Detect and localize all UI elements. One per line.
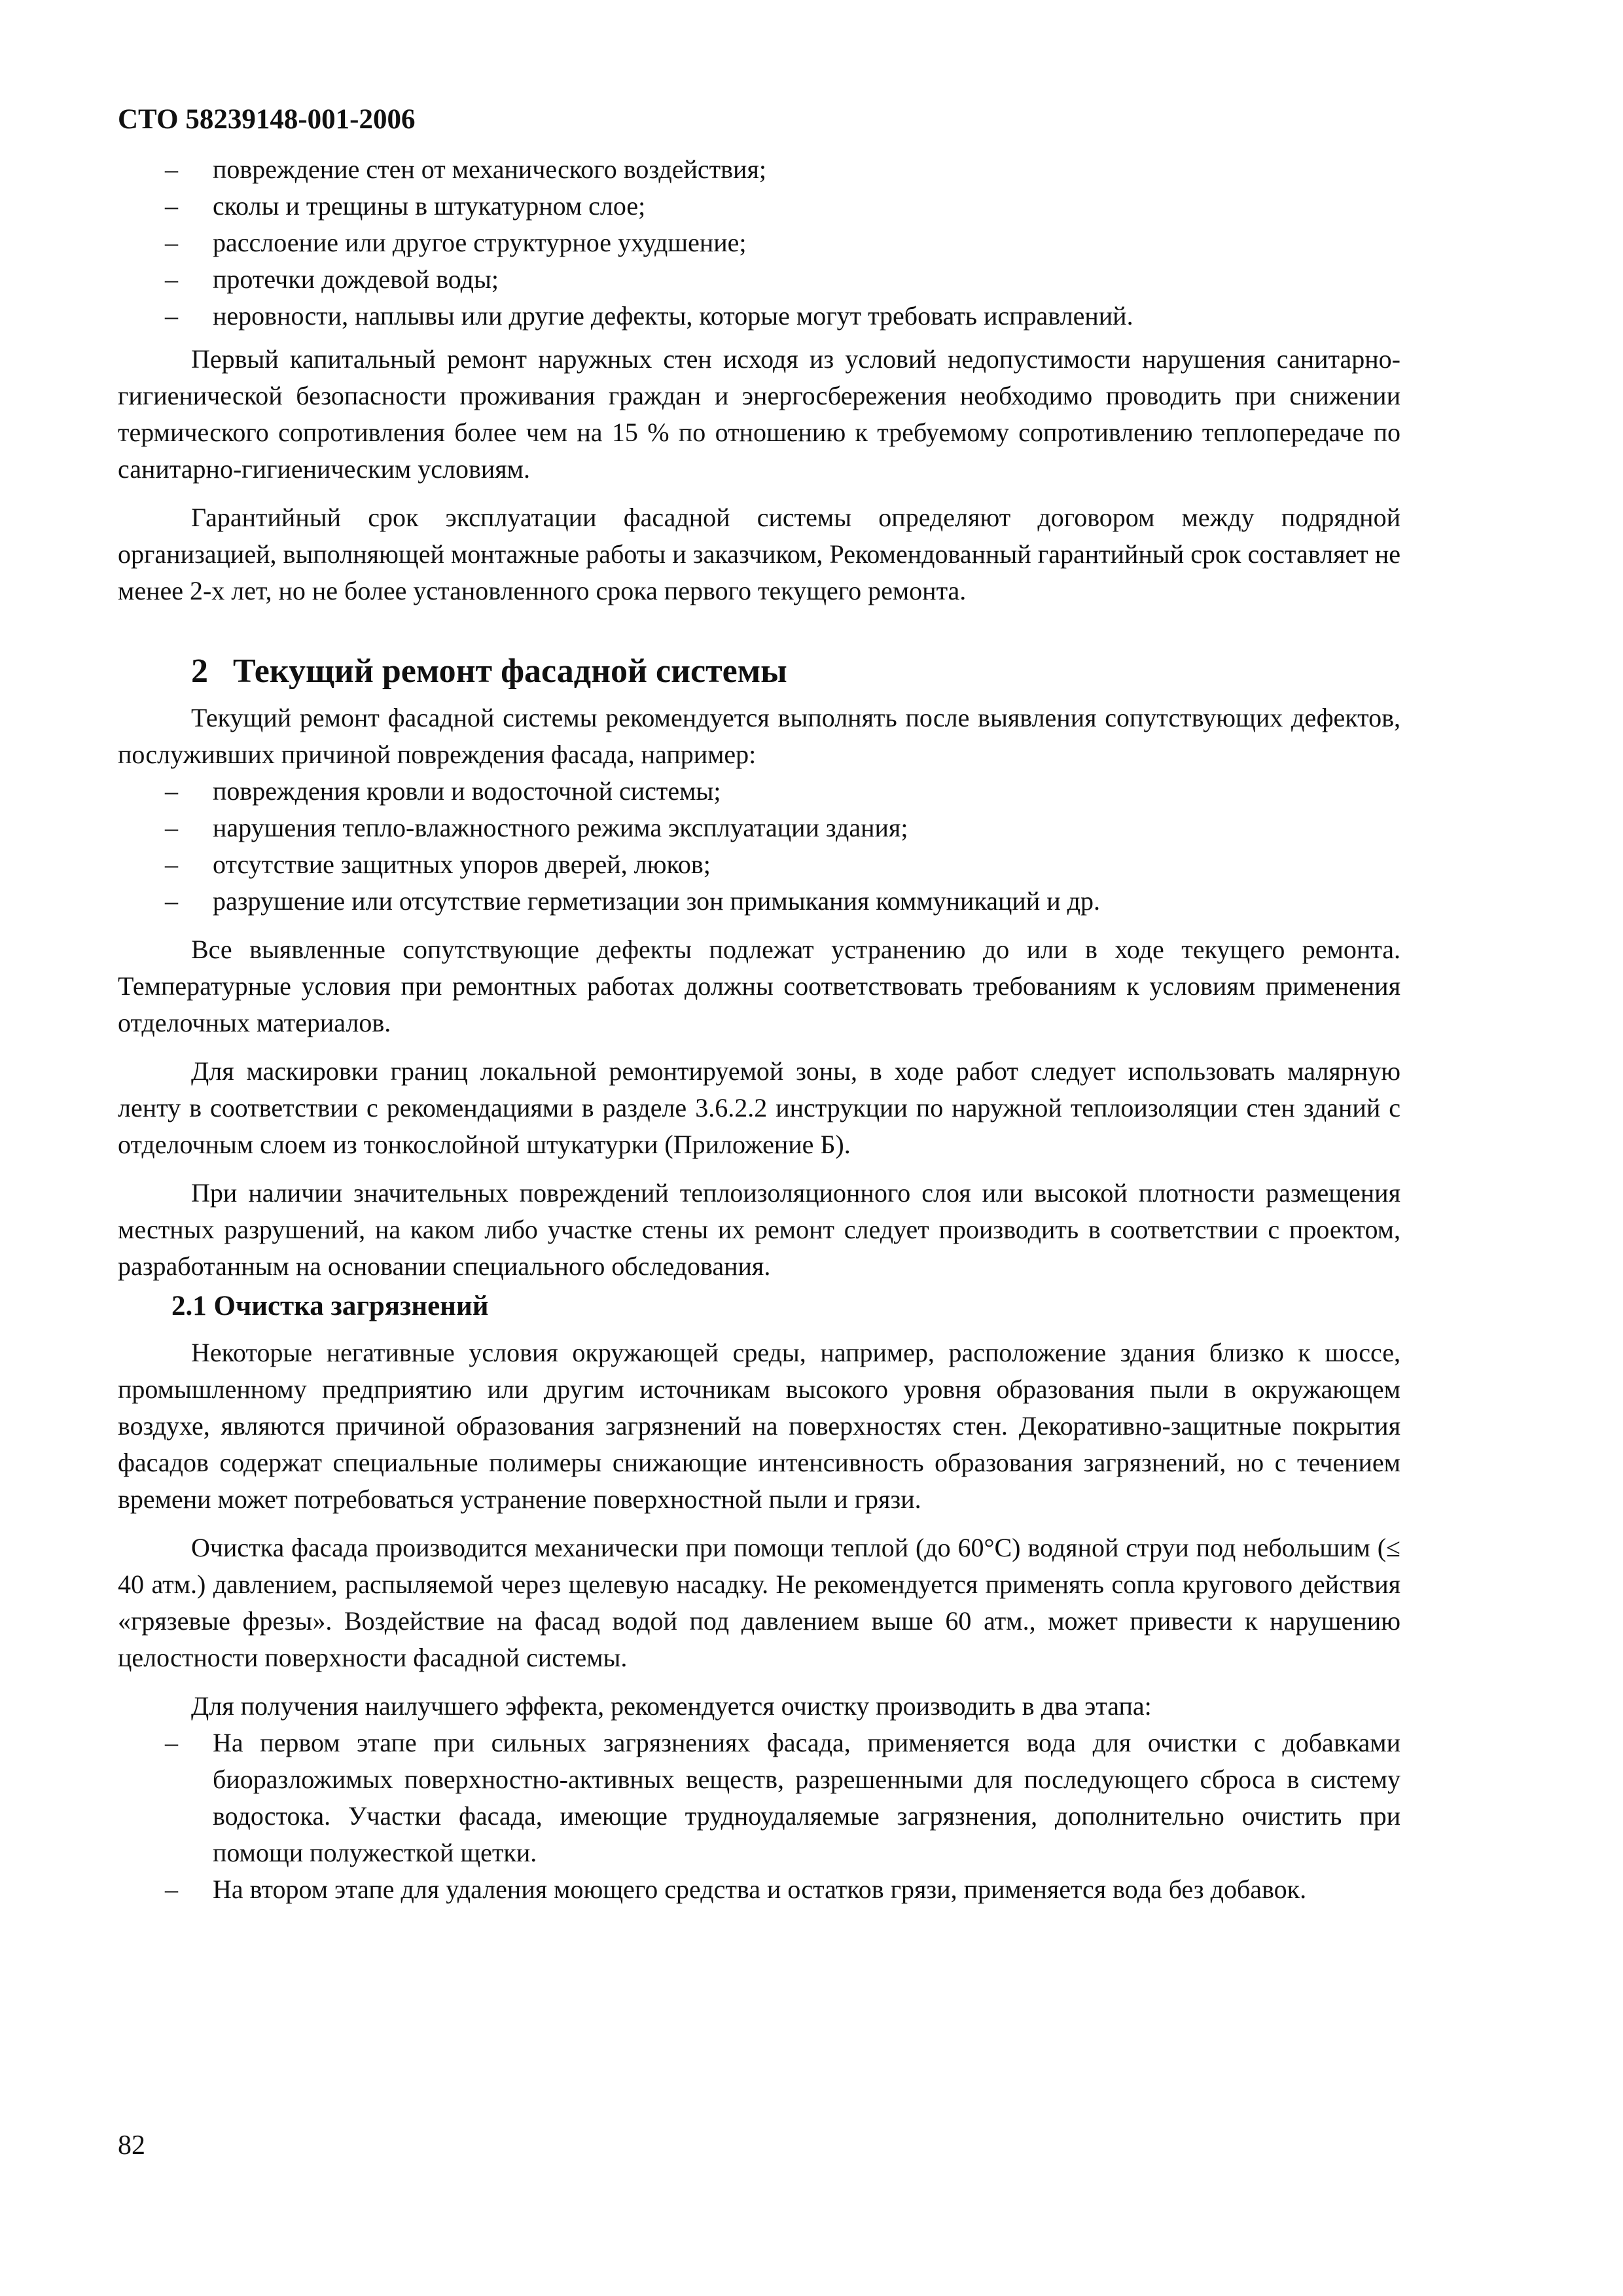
paragraph-warranty: Гарантийный срок эксплуатации фасадной системы определяют договором между подрядной организацией, выполняющей монтажные работы и заказчиком, Рекомендованный гарантийный срок составляет не менее 2-х лет, но не более установленного срока первого текущего ремонта. (118, 503, 1400, 605)
list-item: – протечки дождевой воды; (118, 261, 1400, 298)
list-item: – повреждение стен от механического воздействия; (118, 151, 1400, 188)
paragraph-section-intro: Текущий ремонт фасадной системы рекомендуется выполнять после выявления сопутствующих дефектов, послуживших причиной повреждения фасада, например: (118, 703, 1400, 769)
paragraph-capital-repair: Первый капитальный ремонт наружных стен исходя из условий недопустимости нарушения санитарно-гигиенической безопасности проживания граждан и энергосбережения необходимо проводить при снижении термического сопротивления более чем на 15 % по отношению к требуемому сопротивлению теплопередаче по санитарно-гигиеническим условиям. (118, 344, 1400, 484)
section-heading (191, 649, 1400, 694)
document-code-header: СТО 58239148-001-2006 (118, 104, 416, 135)
list-item: – отсутствие защитных упоров дверей, люков; (118, 846, 1400, 883)
list-item: – На первом этапе при сильных загрязнениях фасада, применяется вода для очистки с добавками биоразложимых поверхностно-активных веществ, разрешенными для последующего сброса в систему водостока. Участки фасада, имеющие трудноудаляемые загрязнения, дополнительно очистить при помощи полужесткой щетки. (118, 1725, 1400, 1871)
subsection-heading: 2.1 Очистка загрязнений (171, 1291, 489, 1321)
page-number: 82 (118, 2130, 145, 2161)
paragraph-cleaning-method: Очистка фасада производится механически при помощи теплой (до 60°С) водяной струи под небольшим (≤ 40 атм.) давлением, распыляемой через щелевую насадку. Не рекомендуется применять сопла кругового действия «грязевые фрезы». Воздействие на фасад водой под давлением выше 60 атм., может привести к нарушению целостности поверхности фасадной системы. (118, 1533, 1400, 1672)
list-item: – сколы и трещины в штукатурном слое; (118, 188, 1400, 224)
paragraph-masking-tape: Для маскировки границ локальной ремонтируемой зоны, в ходе работ следует использовать малярную ленту в соответствии с рекомендациями в разделе 3.6.2.2 инструкции по наружной теплоизоляции стен зданий с отделочным слоем из тонкослойной штукатурки (Приложение Б). (118, 1056, 1400, 1159)
section-title: Текущий ремонт фасадной системы (233, 653, 787, 690)
cleaning-stages-list (118, 1725, 1400, 1908)
related-defects-list (118, 773, 1400, 920)
section-number: 2 (191, 653, 208, 690)
paragraph-defect-elimination: Все выявленные сопутствующие дефекты подлежат устранению до или в ходе текущего ремонта. Температурные условия при ремонтных работах должны соответствовать требованиям к условиям применения отделочных материалов. (118, 935, 1400, 1037)
paragraph-significant-damage: При наличии значительных повреждений теплоизоляционного слоя или высокой плотности размещения местных разрушений, на каком либо участке стены их ремонт следует производить в соответствии с проектом, разработанным на основании специального обследования. (118, 1178, 1400, 1281)
list-item: – повреждения кровли и водосточной системы; (118, 773, 1400, 810)
list-item: – На втором этапе для удаления моющего средства и остатков грязи, применяется вода без добавок. (118, 1871, 1400, 1908)
list-item: – неровности, наплывы или другие дефекты, которые могут требовать исправлений. (118, 298, 1400, 334)
list-item: – нарушения тепло-влажностного режима эксплуатации здания; (118, 810, 1400, 846)
defects-list (118, 151, 1400, 334)
paragraph-two-stages: Для получения наилучшего эффекта, рекомендуется очистку производить в два этапа: (191, 1691, 1152, 1721)
list-item: – расслоение или другое структурное ухудшение; (118, 224, 1400, 261)
paragraph-environment: Некоторые негативные условия окружающей среды, например, расположение здания близко к шоссе, промышленному предприятию или другим источникам высокого уровня образования пыли в окружающем воздухе, являются причиной образования загрязнений на поверхностях стен. Декоративно-защитные покрытия фасадов содержат специальные полимеры снижающие интенсивность образования загрязнений, но с течением времени может потребоваться устранение поверхностной пыли и грязи. (118, 1338, 1400, 1514)
list-item: – разрушение или отсутствие герметизации зон примыкания коммуникаций и др. (118, 883, 1400, 920)
